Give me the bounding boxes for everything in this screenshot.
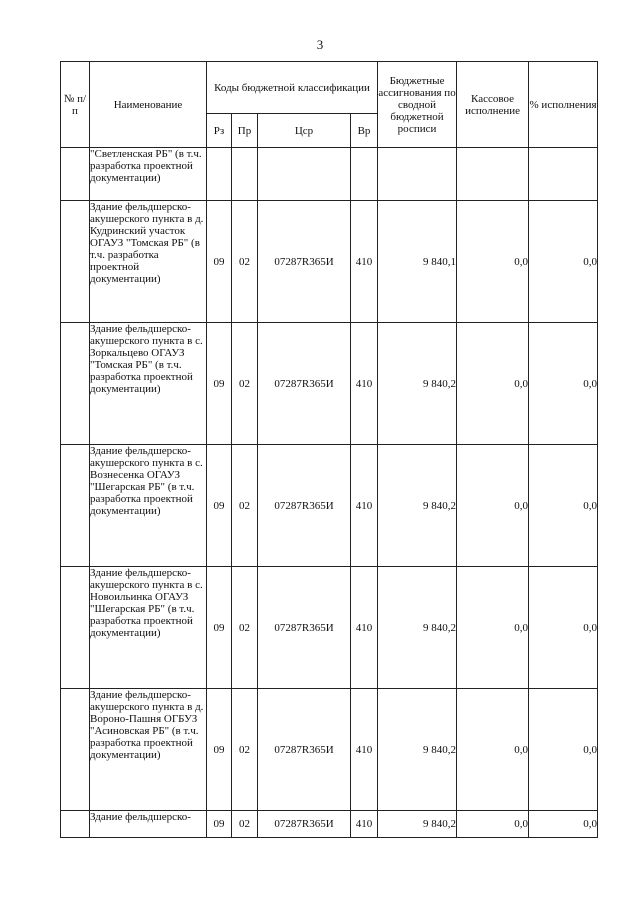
cell-csr: 07287R365И: [258, 201, 351, 323]
cell-exec: 0,0: [457, 323, 529, 445]
cell-pct: 0,0: [529, 323, 598, 445]
cell-vr: [351, 148, 378, 201]
header-codes: Коды бюджетной классификации: [207, 62, 378, 114]
header-exec: Кассовое исполнение: [457, 62, 529, 148]
cell-rz: 09: [207, 567, 232, 689]
cell-pct: 0,0: [529, 567, 598, 689]
cell-name: Здание фельдшерско-акушерского пункта в д. Кудринский участок ОГАУЗ "Томская РБ" (в т.ч. разработка проектной документации): [90, 201, 207, 323]
cell-rz: 09: [207, 811, 232, 838]
cell-assign: 9 840,2: [378, 323, 457, 445]
cell-pr: 02: [232, 689, 258, 811]
cell-csr: 07287R365И: [258, 323, 351, 445]
cell-pr: 02: [232, 201, 258, 323]
cell-csr: 07287R365И: [258, 445, 351, 567]
cell-num: [61, 811, 90, 838]
cell-rz: 09: [207, 323, 232, 445]
cell-csr: [258, 148, 351, 201]
cell-rz: 09: [207, 689, 232, 811]
header-name: Наименование: [90, 62, 207, 148]
cell-rz: 09: [207, 201, 232, 323]
cell-exec: 0,0: [457, 567, 529, 689]
cell-pct: 0,0: [529, 201, 598, 323]
cell-exec: 0,0: [457, 201, 529, 323]
cell-pr: 02: [232, 567, 258, 689]
header-num: № п/п: [61, 62, 90, 148]
cell-name: Здание фельдшерско-акушерского пункта в д. Вороно-Пашня ОГБУЗ "Асиновская РБ" (в т.ч. разработка проектной документации): [90, 689, 207, 811]
cell-csr: 07287R365И: [258, 689, 351, 811]
cell-name: Здание фельдшерско-акушерского пункта в с. Вознесенка ОГАУЗ "Шегарская РБ" (в т.ч. разработка проектной документации): [90, 445, 207, 567]
cell-assign: [378, 148, 457, 201]
cell-vr: 410: [351, 323, 378, 445]
cell-num: [61, 201, 90, 323]
cell-num: [61, 148, 90, 201]
header-assign: Бюджетные ассигнования по сводной бюджетной росписи: [378, 62, 457, 148]
page-number: 3: [316, 37, 324, 52]
cell-pr: 02: [232, 811, 258, 838]
cell-name: Здание фельдшерско-акушерского пункта в с. Новоильинка ОГАУЗ "Шегарская РБ" (в т.ч. разработка проектной документации): [90, 567, 207, 689]
header-vr: Вр: [351, 114, 378, 148]
cell-vr: 410: [351, 689, 378, 811]
cell-rz: 09: [207, 445, 232, 567]
cell-pr: 02: [232, 445, 258, 567]
cell-num: [61, 567, 90, 689]
cell-pr: 02: [232, 323, 258, 445]
cell-assign: 9 840,2: [378, 445, 457, 567]
cell-num: [61, 323, 90, 445]
header-rz: Рз: [207, 114, 232, 148]
cell-num: [61, 689, 90, 811]
cell-exec: 0,0: [457, 445, 529, 567]
cell-name: "Светленская РБ" (в т.ч. разработка проектной документации): [90, 148, 207, 201]
cell-name: Здание фельдшерско-: [90, 811, 207, 838]
cell-assign: 9 840,2: [378, 567, 457, 689]
header-csr: Цср: [258, 114, 351, 148]
cell-name: Здание фельдшерско-акушерского пункта в с. Зоркальцево ОГАУЗ "Томская РБ" (в т.ч. разработка проектной документации): [90, 323, 207, 445]
header-row: [61, 62, 598, 114]
header-pct: % исполнения: [529, 62, 598, 148]
cell-assign: 9 840,1: [378, 201, 457, 323]
table-row: [61, 148, 598, 201]
cell-exec: 0,0: [457, 689, 529, 811]
table-row: [61, 689, 598, 811]
cell-assign: 9 840,2: [378, 811, 457, 838]
cell-pct: 0,0: [529, 445, 598, 567]
cell-csr: 07287R365И: [258, 567, 351, 689]
budget-table: [60, 61, 598, 838]
cell-pct: 0,0: [529, 811, 598, 838]
cell-vr: 410: [351, 567, 378, 689]
table-row: [61, 811, 598, 838]
cell-csr: 07287R365И: [258, 811, 351, 838]
table-row: [61, 323, 598, 445]
table-row: [61, 201, 598, 323]
cell-vr: 410: [351, 811, 378, 838]
header-pr: Пр: [232, 114, 258, 148]
cell-pr: [232, 148, 258, 201]
cell-pct: 0,0: [529, 689, 598, 811]
table-row: [61, 567, 598, 689]
cell-vr: 410: [351, 445, 378, 567]
cell-pct: [529, 148, 598, 201]
cell-num: [61, 445, 90, 567]
table-row: [61, 445, 598, 567]
cell-exec: 0,0: [457, 811, 529, 838]
cell-exec: [457, 148, 529, 201]
cell-vr: 410: [351, 201, 378, 323]
cell-assign: 9 840,2: [378, 689, 457, 811]
cell-rz: [207, 148, 232, 201]
